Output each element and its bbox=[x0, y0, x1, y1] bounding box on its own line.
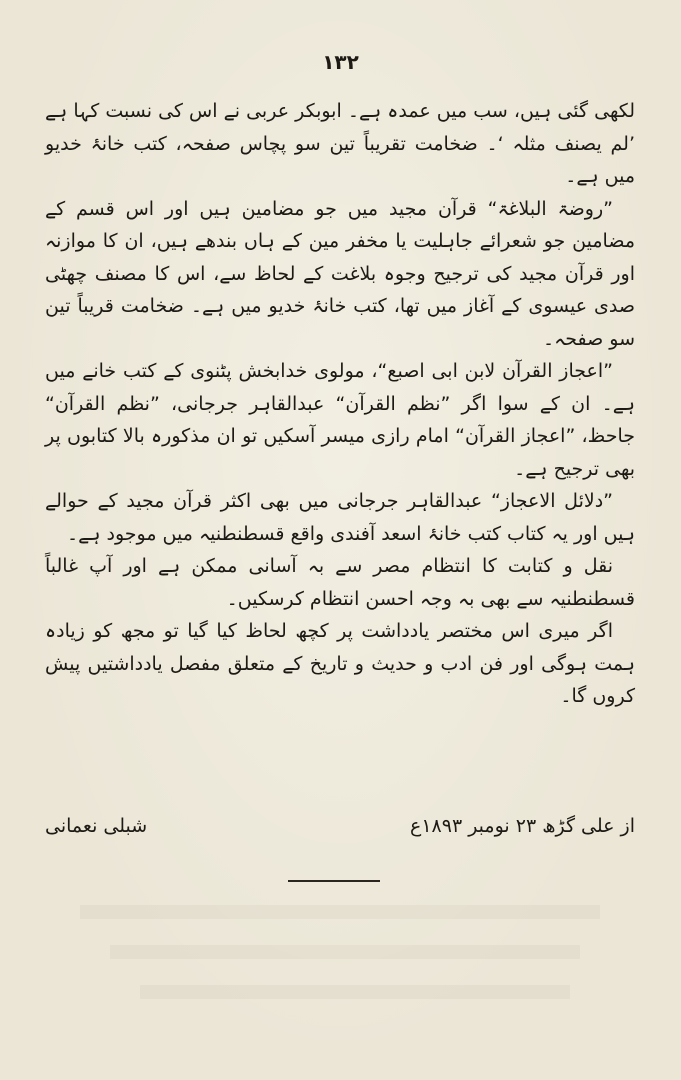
paragraph-5: نقل و کتابت کا انتظام مصر سے بہ آسانی ممکن ہے اور آپ غالباً قسطنطنیہ سے بھی بہ وجہ احسن انتظام کرسکیں۔ bbox=[45, 555, 635, 610]
paragraph-6: اگر میری اس مختصر یادداشت پر کچھ لحاظ کیا گیا تو مجھ کو زیادہ ہمت ہوگی اور فن ادب و حدیث و تاریخ کے متعلق مفصل یادداشتیں پیش کروں گا۔ bbox=[45, 620, 635, 707]
paragraph-1: لکھی گئی ہیں، سب میں عمدہ ہے۔ ابوبکر عربی نے اس کی نسبت کہا ہے ’لم یصنف مثلہ ‘۔ ضخامت تقریباً تین سو پچاس صفحہ، کتب خانۂ خدیو میں ہے۔ bbox=[45, 100, 635, 187]
page-number: ١٣٢ bbox=[322, 50, 359, 74]
show-through-shadow bbox=[140, 985, 570, 999]
paragraph-4: ”دلائل الاعجاز“ عبدالقاہر جرجانی میں بھی اکثر قرآن مجید کے حوالے ہیں اور یہ کتاب کتب خانۂ اسعد آفندی واقع قسطنطنیہ میں موجود ہے۔ bbox=[45, 490, 635, 545]
show-through-shadow bbox=[80, 905, 600, 919]
author-name: شبلی نعمانی bbox=[45, 815, 148, 837]
signature-row bbox=[45, 815, 635, 837]
show-through-shadow bbox=[110, 945, 580, 959]
paragraph-3: ”اعجاز القرآن لابن ابی اصبع“، مولوی خدابخش پٹنوی کے کتب خانے میں ہے۔ ان کے سوا اگر ”نظم القرآن“ عبدالقاہر جرجانی، ”نظم القرآن“ جاحظ، ”اعجاز القرآن“ امام رازی میسر آسکیں تو ان مذکورہ بالا کتابوں پر بھی ترجیح ہے۔ bbox=[45, 360, 635, 480]
paragraph-2: ”روضۃ البلاغۃ“ قرآن مجید میں جو مضامین ہیں اور اس قسم کے مضامین جو شعرائے جاہلیت یا مخفر مین کے ہاں بندھے ہیں، ان کا موازنہ اور قرآن مجید کی ترجیح وجوہ بلاغت کے لحاظ سے، اس کا مصنف چھٹی صدی عیسوی کے آغاز میں تھا، کتب خانۂ خدیو میں ہے۔ ضخامت قریباً تین سو صفحہ۔ bbox=[45, 197, 635, 350]
place-date: از علی گڑھ ۲۳ نومبر ۱۸۹۳ع bbox=[409, 815, 635, 837]
body-text bbox=[45, 95, 635, 713]
closing-rule bbox=[288, 880, 380, 882]
